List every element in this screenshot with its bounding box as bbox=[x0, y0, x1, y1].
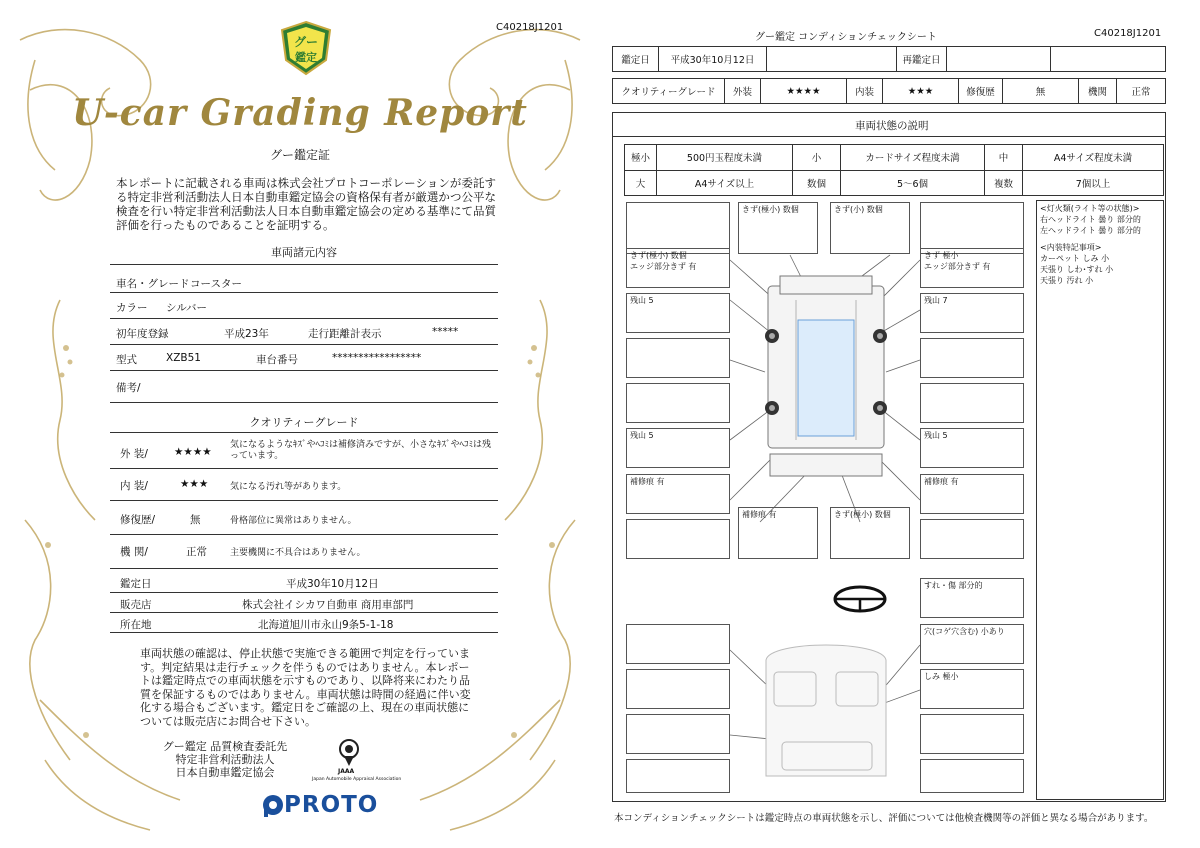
scale-key: 極小 bbox=[625, 145, 657, 171]
divider bbox=[110, 432, 498, 433]
model-label: 型式 bbox=[116, 354, 137, 366]
reappraisal-label: 再鑑定日 bbox=[897, 47, 947, 72]
spec-header: 車両諸元内容 bbox=[271, 246, 337, 259]
scale-key: 大 bbox=[625, 170, 657, 196]
divider bbox=[110, 568, 498, 569]
condition-box-rear-right: きず(極小) 数個 bbox=[830, 507, 910, 559]
exterior-value: ★★★★ bbox=[761, 79, 847, 104]
condition-box-front-right: きず(小) 数個 bbox=[830, 202, 910, 254]
remarks-label: 備考/ bbox=[116, 382, 141, 394]
appraisal-date-label: 鑑定日 bbox=[613, 47, 659, 72]
chassis-value: ***************** bbox=[332, 352, 422, 364]
scale-value: 7個以上 bbox=[1023, 170, 1164, 196]
divider bbox=[110, 318, 498, 319]
condition-box bbox=[920, 714, 1024, 754]
exterior-label: 外装 bbox=[725, 79, 761, 104]
appraisal-date-label: 鑑定日 bbox=[120, 578, 152, 590]
address-value: 北海道旭川市永山9条5-1-18 bbox=[258, 619, 394, 631]
jaaa-subtitle: Japan Automobile Appraisal Association bbox=[312, 777, 402, 782]
condition-box-interior-1: 穴(コゲ穴含む) 小あり bbox=[920, 624, 1024, 664]
scale-key: 複数 bbox=[985, 170, 1023, 196]
scale-key: 数個 bbox=[793, 170, 841, 196]
dealer-value: 株式会社イシカワ自動車 商用車部門 bbox=[242, 599, 414, 611]
qg-exterior-grade: ★★★★ bbox=[174, 446, 212, 458]
condition-box bbox=[920, 202, 1024, 254]
jaaa-emblem-icon bbox=[336, 738, 362, 768]
appraisal-date-value: 平成30年10月12日 bbox=[286, 578, 379, 590]
condition-box-left-tire-rear: 残山 5 bbox=[626, 428, 730, 468]
condition-box-left-1: きず(極小) 数個 エッジ部分きず 有 bbox=[626, 248, 730, 288]
scale-value: A4サイズ程度未満 bbox=[1023, 145, 1164, 171]
model-value: XZB51 bbox=[166, 352, 201, 364]
divider bbox=[110, 632, 498, 633]
condition-box-rear-left: 補修痕 有 bbox=[738, 507, 818, 559]
scale-value: カードサイズ程度未満 bbox=[841, 145, 985, 171]
qg-repair-desc: 骨格部位に異常はありません。 bbox=[230, 516, 357, 526]
note-line: カーペット しみ 小 bbox=[1040, 254, 1110, 263]
qg-interior-grade: ★★★ bbox=[180, 478, 209, 490]
condition-box-right-repair: 補修痕 有 bbox=[920, 474, 1024, 514]
condition-box bbox=[626, 759, 730, 793]
repair-value: 無 bbox=[1003, 79, 1079, 104]
condition-box bbox=[920, 759, 1024, 793]
qg-label: クオリティーグレード bbox=[613, 79, 725, 104]
qg-exterior-desc: 気になるようなｷｽﾞやﾍｺﾐは補修済みですが、小さなｷｽﾞやﾍｺﾐは残っています。 bbox=[230, 440, 492, 461]
note-line: 左ヘッドライト 曇り 部分的 bbox=[1040, 226, 1141, 235]
car-name-value: コースター bbox=[190, 278, 242, 290]
first-reg-value: 平成23年 bbox=[224, 328, 269, 340]
condition-box-right-tire-rear: 残山 5 bbox=[920, 428, 1024, 468]
qg-exterior-label: 外 装/ bbox=[120, 448, 148, 460]
engine-label: 機関 bbox=[1079, 79, 1117, 104]
interior-value: ★★★ bbox=[883, 79, 959, 104]
chassis-label: 車台番号 bbox=[256, 354, 298, 366]
report-title: U-car Grading Report bbox=[72, 92, 528, 134]
interior-label: 内装 bbox=[847, 79, 883, 104]
condition-box-left-tire-front: 残山 5 bbox=[626, 293, 730, 333]
steering-wheel-icon bbox=[832, 584, 888, 614]
condition-box bbox=[626, 669, 730, 709]
condition-box bbox=[626, 624, 730, 664]
divider bbox=[110, 534, 498, 535]
proto-logo-icon bbox=[262, 794, 284, 818]
condition-box bbox=[920, 519, 1024, 559]
note-line: <灯火類(ライト等の状態)> bbox=[1040, 204, 1140, 213]
scale-value: A4サイズ以上 bbox=[657, 170, 793, 196]
sheet-title: グー鑑定 コンディションチェックシート bbox=[755, 32, 937, 43]
condition-box bbox=[920, 383, 1024, 423]
condition-notice: 車両状態の確認は、停止状態で実施できる範囲で判定を行っています。判定結果は走行チェックを伴うものではありません。本レポートは鑑定時点での車両状態を示すものであり、以降将来にわたり品質を保証するものではありません。車両状態は時間の経過に伴い変化する場合もございます。鑑定日をご確認の上、現在の車両状態については販売店にお問合せ下さい。 bbox=[140, 647, 471, 728]
condition-box-right-1: きず 極小 エッジ部分きず 有 bbox=[920, 248, 1024, 288]
condition-box-right-tire-front: 残山 7 bbox=[920, 293, 1024, 333]
sheet-doc-id: C40218J1201 bbox=[1094, 28, 1162, 39]
qg-interior-label: 内 装/ bbox=[120, 480, 148, 492]
sheet-footer-note: 本コンディションチェックシートは鑑定時点の車両状態を示し、評価については他検査機関等の評価と異なる場合があります。 bbox=[614, 813, 1154, 824]
dealer-label: 販売店 bbox=[120, 599, 152, 611]
scale-value: 500円玉程度未満 bbox=[657, 145, 793, 171]
quality-grade-header: クオリティーグレード bbox=[249, 416, 359, 429]
condition-box-interior-2: しみ 極小 bbox=[920, 669, 1024, 709]
org-line-1: グー鑑定 品質検査委託先 bbox=[162, 740, 288, 753]
qg-engine-grade: 正常 bbox=[186, 546, 207, 558]
color-value: シルバー bbox=[166, 302, 208, 314]
org-line-3: 日本自動車鑑定協会 bbox=[175, 766, 275, 779]
first-reg-label: 初年度登録 bbox=[116, 328, 169, 340]
svg-text:鑑定: 鑑定 bbox=[295, 51, 317, 64]
qg-repair-grade: 無 bbox=[190, 514, 201, 526]
note-line: 天張り 汚れ 小 bbox=[1040, 276, 1094, 285]
special-notes-panel bbox=[1036, 200, 1164, 800]
appraisal-date-value: 平成30年10月12日 bbox=[659, 47, 767, 72]
qg-engine-desc: 主要機関に不具合はありません。 bbox=[230, 548, 366, 558]
divider bbox=[110, 402, 498, 403]
qg-repair-label: 修復歴/ bbox=[120, 514, 156, 526]
condition-box bbox=[626, 338, 730, 378]
goo-appraisal-badge-icon bbox=[280, 20, 332, 76]
condition-box bbox=[626, 714, 730, 754]
divider bbox=[110, 500, 498, 501]
qg-engine-label: 機 関/ bbox=[120, 546, 148, 558]
divider bbox=[110, 292, 498, 293]
note-line: <内装特記事項> bbox=[1040, 243, 1102, 252]
org-line-2: 特定非営利活動法人 bbox=[175, 753, 275, 766]
explain-title: 車両状態の説明 bbox=[855, 120, 929, 132]
color-label: カラー bbox=[116, 302, 148, 314]
condition-check-sheet bbox=[600, 0, 1200, 848]
repair-label: 修復歴 bbox=[959, 79, 1003, 104]
cert-title: グー鑑定証 bbox=[269, 148, 330, 162]
mileage-value: ***** bbox=[432, 326, 459, 338]
mileage-label: 走行距離計表示 bbox=[308, 328, 382, 340]
divider bbox=[110, 592, 498, 593]
condition-box bbox=[920, 338, 1024, 378]
divider bbox=[110, 344, 498, 345]
svg-text:グー: グー bbox=[293, 35, 319, 49]
condition-box bbox=[626, 383, 730, 423]
jaaa-logo-text: JAAA bbox=[338, 768, 355, 775]
car-name-label: 車名・グレード bbox=[116, 278, 190, 290]
proto-logo-text: PROTO bbox=[284, 792, 379, 818]
condition-box bbox=[626, 202, 730, 254]
divider bbox=[110, 264, 498, 265]
qg-interior-desc: 気になる汚れ等があります。 bbox=[230, 482, 347, 492]
divider bbox=[110, 468, 498, 469]
condition-box-front-left: きず(極小) 数個 bbox=[738, 202, 818, 254]
condition-box-steering: すれ・傷 部分的 bbox=[920, 578, 1024, 618]
divider bbox=[110, 612, 498, 613]
divider bbox=[110, 370, 498, 371]
condition-box bbox=[626, 519, 730, 559]
scale-key: 小 bbox=[793, 145, 841, 171]
condition-box-left-repair: 補修痕 有 bbox=[626, 474, 730, 514]
scale-key: 中 bbox=[985, 145, 1023, 171]
organization-block bbox=[150, 740, 300, 779]
document-id: C40218J1201 bbox=[496, 22, 564, 33]
cert-body: 本レポートに記載される車両は株式会社プロトコーポレーションが委託する特定非営利活動法人日本自動車鑑定協会の資格保有者が厳選かつ公平な検査を行い特定非営利活動法人日本自動車鑑定協会の定める基準にて品質評価を行ったものであることを証明する。 bbox=[116, 176, 496, 232]
engine-value: 正常 bbox=[1117, 79, 1166, 104]
note-line: 右ヘッドライト 曇り 部分的 bbox=[1040, 215, 1141, 224]
note-line: 天張り しわ･すれ 小 bbox=[1040, 265, 1114, 274]
scale-value: 5～6個 bbox=[841, 170, 985, 196]
address-label: 所在地 bbox=[120, 619, 152, 631]
